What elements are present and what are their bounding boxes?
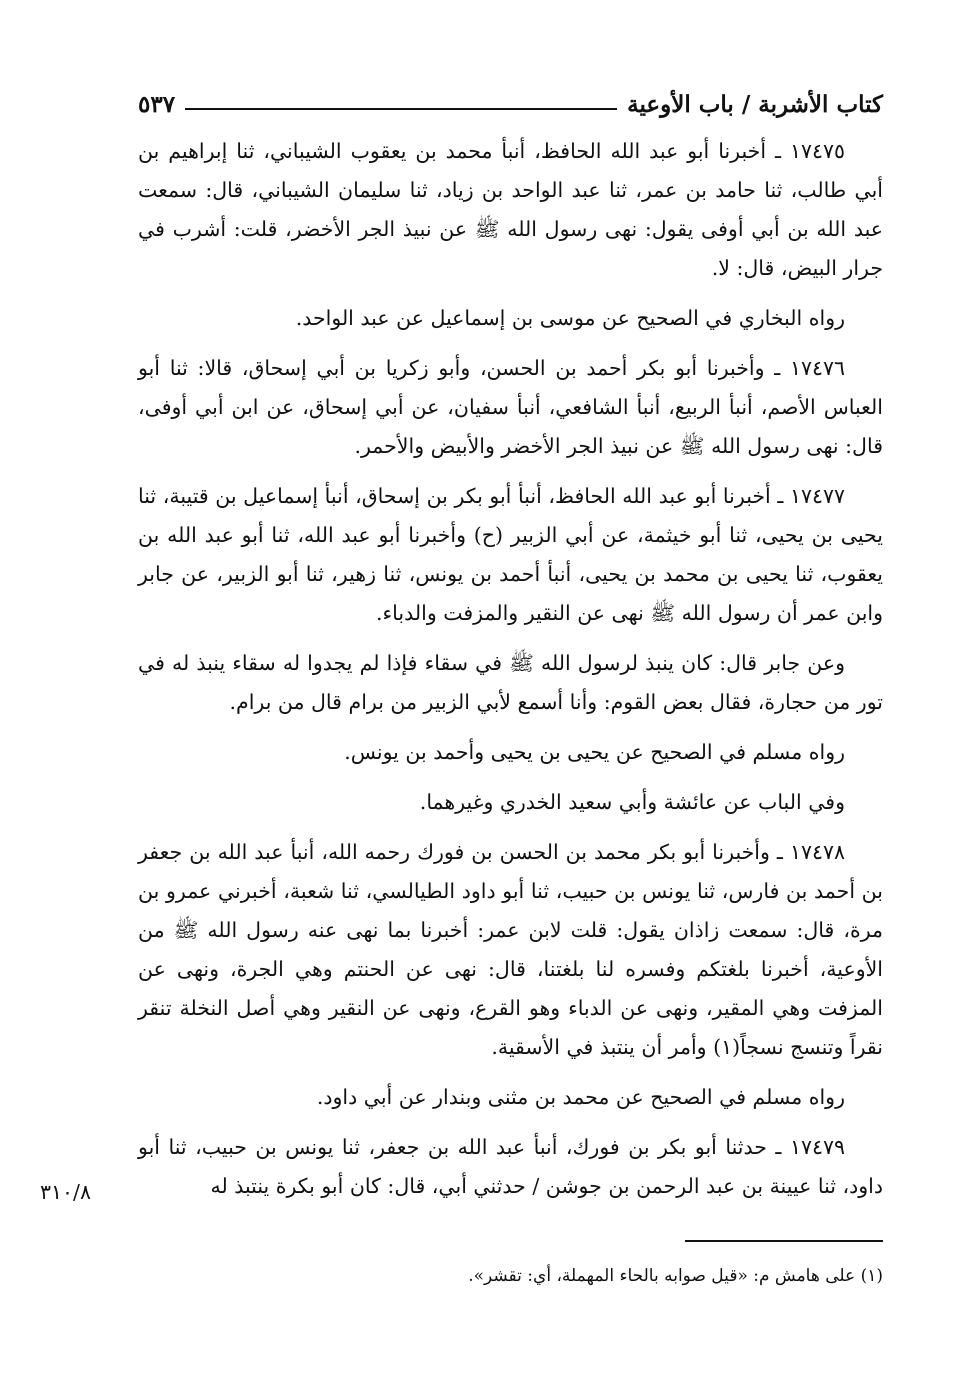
page-header bbox=[138, 78, 883, 118]
hadith-17478: ١٧٤٧٨ ـ وأخبرنا أبو بكر محمد بن الحسن بن فورك رحمه الله، أنبأ عبد الله بن جعفر بن أحمد بن فارس، ثنا يونس بن حبيب، ثنا أبو داود الطيالسي، ثنا شعبة، أخبرني عمرو بن مرة، قال: سمعت زاذان يقول: قلت لابن عمر: أخبرنا بما نهى عنه رسول الله ﷺ من الأوعية، أخبرنا بلغتكم وفسره لنا بلغتنا، قال: نهى عن الحنتم وهي الجرة، ونهى عن المزفت وهي المقير، ونهى عن الدباء وهو القرع، ونهى عن النقير وهي أصل النخلة تنقر نقراً وتنسج نسجاً(١) وأمر أن ينتبذ في الأسقية. bbox=[138, 840, 883, 1059]
header-rule bbox=[185, 108, 617, 110]
main-text bbox=[138, 132, 883, 1217]
narration-note: رواه مسلم في الصحيح عن محمد بن مثنى وبندار عن أبي داود. bbox=[316, 1085, 845, 1109]
narration-note: رواه مسلم في الصحيح عن يحيى بن يحيى وأحمد بن يونس. bbox=[344, 740, 845, 764]
hadith-17479: ١٧٤٧٩ ـ حدثنا أبو بكر بن فورك، أنبأ عبد الله بن جعفر، ثنا يونس بن حبيب، ثنا أبو داود، ثنا عيينة بن عبد الرحمن بن جوشن / حدثني أبي، قال: كان أبو بكرة ينتبذ له bbox=[138, 1135, 883, 1198]
hadith-17476: ١٧٤٧٦ ـ وأخبرنا أبو بكر أحمد بن الحسن، وأبو زكريا بن أبي إسحاق، قالا: ثنا أبو العباس الأصم، أنبأ الربيع، أنبأ الشافعي، أنبأ سفيان، عن أبي إسحاق، عن ابن أبي أوفى، قال: نهى رسول الله ﷺ عن نبيذ الجر الأخضر والأبيض والأحمر. bbox=[138, 356, 883, 458]
hadith-17477: ١٧٤٧٧ ـ أخبرنا أبو عبد الله الحافظ، أنبأ أبو بكر بن إسحاق، أنبأ إسماعيل بن قتيبة، ثنا يحيى بن يحيى، ثنا أبو خيثمة، عن أبي الزبير (ح) وأخبرنا أبو عبد الله، ثنا أبو عبد الله بن يعقوب، ثنا يحيى بن محمد بن يحيى، أنبأ أحمد بن يونس، ثنا زهير، ثنا أبو الزبير، عن جابر وابن عمر أن رسول الله ﷺ نهى عن النقير والمزفت والدباء. bbox=[138, 484, 883, 625]
jabir-narration: وعن جابر قال: كان ينبذ لرسول الله ﷺ في سقاء فإذا لم يجدوا له سقاء ينبذ له في تور من حجارة، فقال بعض القوم: وأنا أسمع لأبي الزبير من برام قال من برام. bbox=[138, 651, 883, 714]
page-number: ٥٣٧ bbox=[138, 91, 176, 118]
chapter-note: وفي الباب عن عائشة وأبي سعيد الخدري وغيرهما. bbox=[419, 790, 845, 814]
hadith-17475: ١٧٤٧٥ ـ أخبرنا أبو عبد الله الحافظ، أنبأ محمد بن يعقوب الشيباني، ثنا إبراهيم بن أبي طالب، ثنا حامد بن عمر، ثنا عبد الواحد بن زياد، ثنا سليمان الشيباني، قال: سمعت عبد الله بن أبي أوفى يقول: نهى رسول الله ﷺ عن نبيذ الجر الأخضر، قلت: أشرب في جرار البيض، قال: لا. bbox=[138, 139, 883, 280]
footnote-separator bbox=[685, 1240, 883, 1242]
running-title: كتاب الأشربة / باب الأوعية bbox=[627, 91, 883, 118]
narration-note: رواه البخاري في الصحيح عن موسى بن إسماعيل عن عبد الواحد. bbox=[295, 306, 845, 330]
footnote: (١) على هامش م: «قيل صوابه بالحاء المهملة، أي: تقشر». bbox=[468, 1266, 883, 1286]
margin-reference: ٣١٠/٨ bbox=[40, 1180, 91, 1204]
